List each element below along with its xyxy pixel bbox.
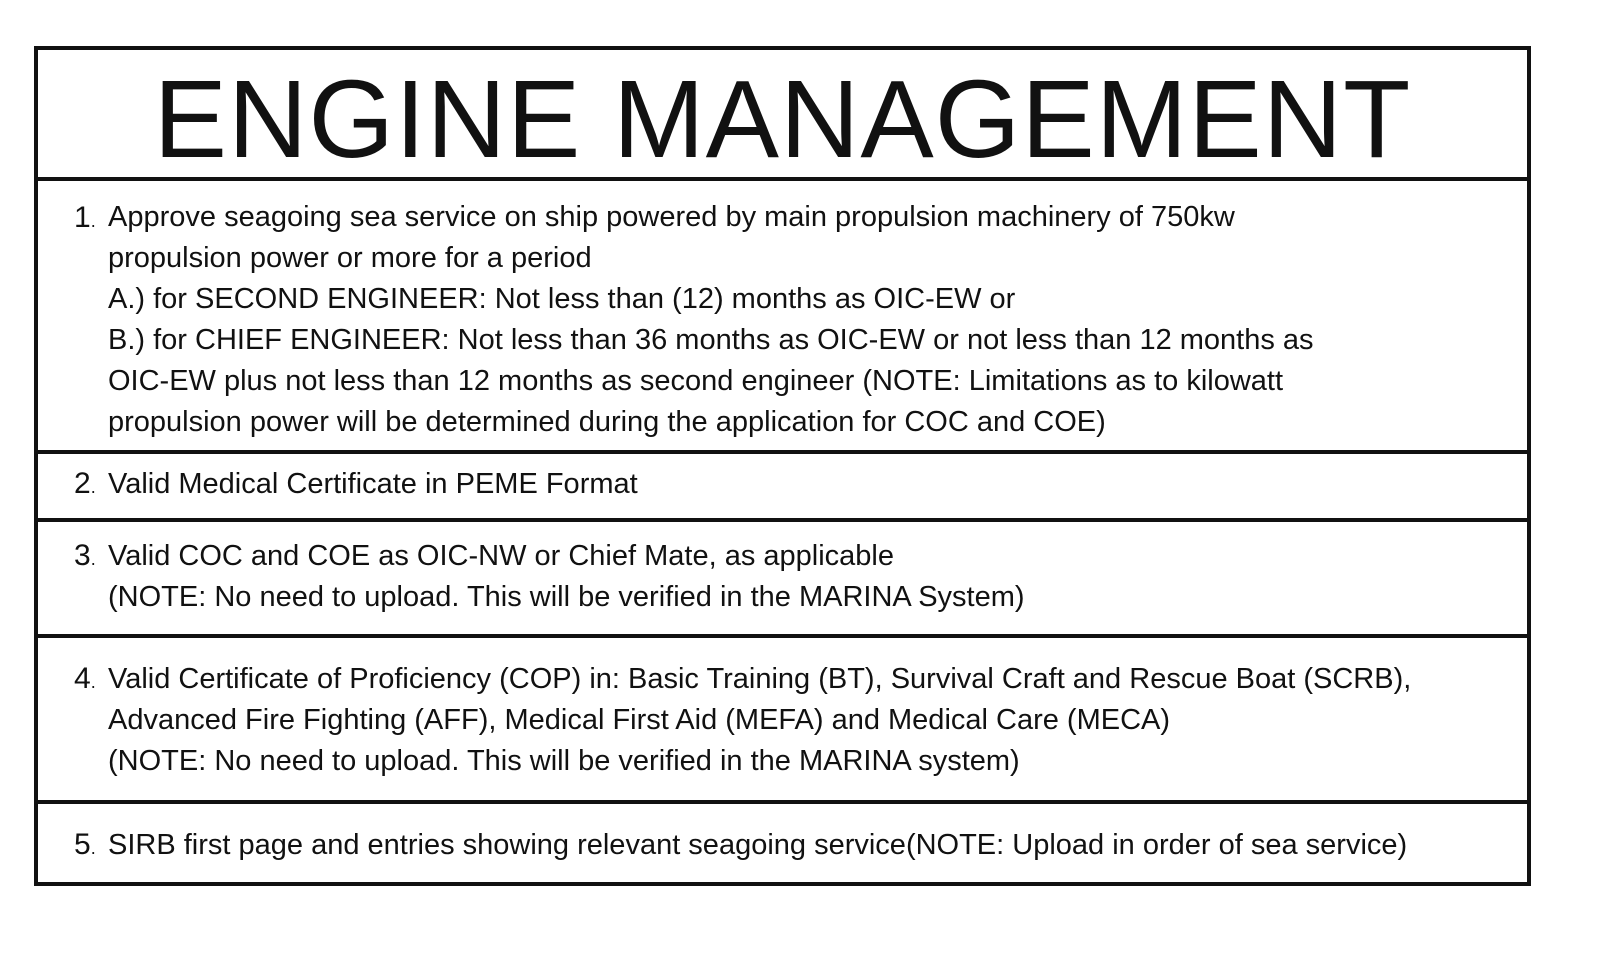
item-line: Advanced Fire Fighting (AFF), Medical First Aid (MEFA) and Medical Care (MECA) [108, 704, 1171, 736]
item-line: Approve seagoing sea service on ship powered by main propulsion machinery of 750kw [108, 201, 1235, 233]
title-row [38, 50, 1527, 181]
item-line: propulsion power or more for a period [108, 242, 592, 274]
requirement-row-2 [38, 454, 1527, 522]
item-line: propulsion power will be determined during the application for COC and COE) [108, 406, 1106, 438]
item-number: 4. [74, 662, 96, 695]
item-line: B.) for CHIEF ENGINEER: Not less than 36 months as OIC-EW or not less than 12 months as [108, 324, 1314, 356]
item-text [108, 536, 1517, 618]
item-number: 3. [74, 539, 96, 572]
item-number-value: 1 [74, 201, 91, 234]
item-line: Valid Medical Certificate in PEME Format [108, 468, 638, 500]
item-number: 5. [74, 828, 96, 861]
requirement-row-3 [38, 522, 1527, 638]
item-line: (NOTE: No need to upload. This will be verified in the MARINA system) [108, 745, 1020, 777]
item-line: Valid COC and COE as OIC-NW or Chief Mate, as applicable [108, 540, 894, 572]
item-number: 2. [74, 467, 96, 500]
item-line: Valid Certificate of Proficiency (COP) in: Basic Training (BT), Survival Craft and Rescue Boat (SCRB), [108, 663, 1412, 695]
item-text [108, 825, 1517, 866]
item-number-value: 3 [74, 539, 91, 572]
page-title: ENGINE MANAGEMENT [153, 57, 1412, 181]
item-line: OIC-EW plus not less than 12 months as second engineer (NOTE: Limitations as to kilowatt [108, 365, 1284, 397]
requirement-row-5 [38, 804, 1527, 882]
item-line: (NOTE: No need to upload. This will be verified in the MARINA System) [108, 581, 1025, 613]
item-number-value: 5 [74, 828, 91, 861]
item-line: SIRB first page and entries showing relevant seagoing service(NOTE: Upload in order of sea service) [108, 829, 1408, 861]
item-text [108, 659, 1517, 782]
item-text [108, 197, 1517, 443]
item-number-value: 4 [74, 662, 91, 695]
item-number: 1. [74, 201, 96, 234]
item-number-value: 2 [74, 467, 91, 500]
requirement-row-4 [38, 638, 1527, 804]
item-line: A.) for SECOND ENGINEER: Not less than (12) months as OIC-EW or [108, 283, 1016, 315]
item-text [108, 464, 1517, 505]
requirements-table [34, 46, 1531, 886]
requirement-row-1 [38, 181, 1527, 454]
